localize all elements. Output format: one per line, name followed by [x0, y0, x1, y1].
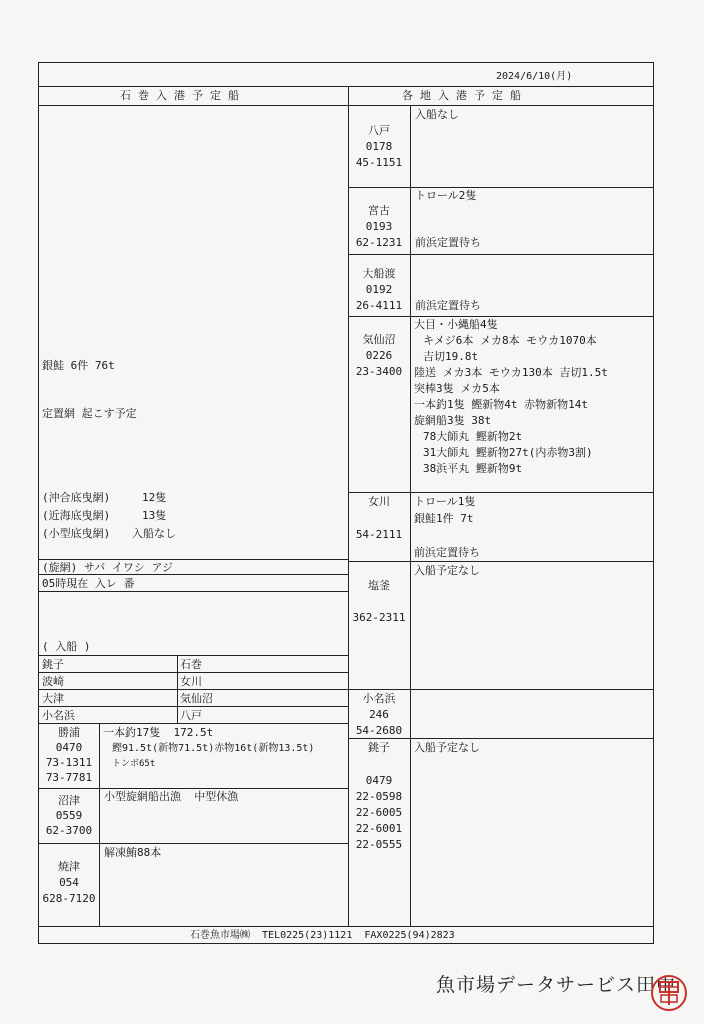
rule [348, 561, 654, 562]
rule [38, 723, 348, 724]
stamp-text: 魚市場データサービス田中 [436, 974, 677, 996]
table-frame [38, 62, 654, 944]
ginsake-text: 銀鮭 6件 76t [42, 359, 115, 372]
port-info: 一本釣17隻 172.5t [103, 726, 214, 739]
footer-contact: 石巻魚市場㈱ TEL0225(23)1121 FAX0225(94)2823 [190, 930, 455, 941]
port-phone: 22-0555 [355, 838, 403, 851]
port-name-katsuura: 勝浦 [58, 726, 80, 739]
port-phone: 0470 [55, 741, 83, 754]
rule [38, 926, 654, 927]
port-name-shiogama: 塩釜 [368, 579, 390, 592]
port-info: トロール2隻 [415, 189, 477, 202]
port-phone: 0193 [365, 220, 393, 233]
port-name-hachinohe: 八戸 [368, 124, 390, 137]
rule [38, 843, 348, 844]
port-phone: 62-3700 [45, 824, 93, 837]
rule [348, 187, 654, 188]
port-phone: 45-1151 [355, 156, 403, 169]
port-cell: 波崎 [42, 675, 64, 688]
rule [38, 689, 348, 690]
port-phone: 0226 [365, 349, 393, 362]
port-info: 前浜定置待ち [415, 236, 481, 249]
port-cell: 女川 [180, 675, 202, 688]
port-name-yaizu: 焼津 [58, 860, 80, 873]
port-cell: 石巻 [180, 658, 202, 671]
port-name-choshi: 銚子 [368, 741, 390, 754]
port-info: 小型旋網船出漁 中型休漁 [104, 790, 239, 803]
port-phone: 54-2680 [355, 724, 403, 737]
trawl-count: 入船なし [132, 527, 176, 540]
port-name-onahama: 小名浜 [362, 692, 396, 705]
report-date: 2024/6/10(月) [496, 71, 573, 82]
rule [38, 105, 654, 106]
port-info: 入船なし [415, 108, 459, 121]
port-cell: 八戸 [180, 709, 202, 722]
rule [99, 723, 100, 926]
rule [38, 706, 348, 707]
rule [348, 738, 654, 739]
port-phone: 628-7120 [42, 892, 96, 905]
port-name-kesennuma: 気仙沼 [362, 333, 396, 346]
rule [38, 591, 348, 592]
rule [348, 254, 654, 255]
port-name-ofunato: 大船渡 [362, 267, 396, 280]
trawl-count: 13隻 [142, 509, 167, 522]
port-info: 突棒3隻 メカ5本 [414, 382, 500, 395]
rule [348, 86, 349, 926]
port-cell: 大津 [42, 692, 64, 705]
status-text: 05時現在 入レ 番 [42, 577, 135, 590]
port-info: 旋網船3隻 38t [414, 414, 492, 427]
port-info: 前浜定置待ち [414, 546, 480, 559]
port-info: 陸送 メカ3本 モウカ130本 吉切1.5t [414, 366, 608, 379]
port-info: 銀鮭1件 7t [414, 512, 474, 525]
trawl-count: 12隻 [142, 491, 167, 504]
port-phone: 362-2311 [352, 611, 406, 624]
port-info: 入船予定なし [414, 741, 480, 754]
rule [348, 316, 654, 317]
rule [348, 492, 654, 493]
rule [38, 86, 654, 87]
port-phone: 62-1231 [355, 236, 403, 249]
port-name-onagawa: 女川 [368, 495, 390, 508]
port-phone: 73-7781 [45, 771, 93, 784]
rule [38, 655, 348, 656]
port-info: トンボ65t [112, 759, 156, 769]
port-info: キメジ6本 メカ8本 モウカ1070本 [423, 334, 597, 347]
port-phone: 0178 [365, 140, 393, 153]
rule [38, 672, 348, 673]
port-phone: 23-3400 [355, 365, 403, 378]
teichi-text: 定置網 起こす予定 [42, 407, 137, 420]
port-phone: 0479 [365, 774, 393, 787]
rule [348, 689, 654, 690]
port-info: 吉切19.8t [423, 350, 479, 363]
header-other-ports: 各地入港予定船 [402, 89, 528, 102]
header-ishinomaki: 石巻入港予定船 [120, 89, 246, 102]
port-cell: 気仙沼 [180, 692, 213, 705]
trawl-name: (小型底曳網) [42, 527, 111, 540]
port-info: 一本釣1隻 鰹新物4t 赤物新物14t [414, 398, 588, 411]
port-info: 38浜平丸 鰹新物9t [423, 462, 523, 475]
port-phone: 246 [369, 708, 389, 721]
port-phone: 54-2111 [355, 528, 403, 541]
port-phone: 054 [59, 876, 79, 889]
port-cell: 銚子 [42, 658, 64, 671]
port-name-miyako: 宮古 [368, 204, 390, 217]
port-phone: 73-1311 [45, 756, 93, 769]
port-info: 入船予定なし [414, 564, 480, 577]
port-info: 31大師丸 鰹新物27t(内赤物3割) [423, 446, 593, 459]
senmo-text: (旋網) サバ イワシ アジ [42, 561, 174, 574]
port-phone: 22-0598 [355, 790, 403, 803]
port-info: 前浜定置待ち [415, 299, 481, 312]
nyusen-label: ( 入船 ) [42, 640, 91, 653]
port-phone: 22-6005 [355, 806, 403, 819]
rule [38, 559, 348, 560]
trawl-name: (近海底曳網) [42, 509, 111, 522]
port-phone: 0559 [55, 809, 83, 822]
trawl-name: (沖合底曳網) [42, 491, 111, 504]
port-info: 解凍鮪88本 [104, 846, 162, 859]
port-info: トロール1隻 [414, 495, 476, 508]
rule [38, 788, 348, 789]
port-cell: 小名浜 [42, 709, 75, 722]
rule [38, 574, 348, 575]
rule [177, 655, 178, 723]
port-name-numazu: 沼津 [58, 794, 80, 807]
port-phone: 26-4111 [355, 299, 403, 312]
seal-stamp-icon [649, 973, 689, 1013]
port-info: 鰹91.5t(新物71.5t)赤物16t(新物13.5t) [112, 743, 315, 754]
port-phone: 0192 [365, 283, 393, 296]
port-info: 大目・小縄船4隻 [414, 318, 498, 331]
port-info: 78大師丸 鰹新物2t [423, 430, 523, 443]
rule [410, 105, 411, 926]
port-phone: 22-6001 [355, 822, 403, 835]
